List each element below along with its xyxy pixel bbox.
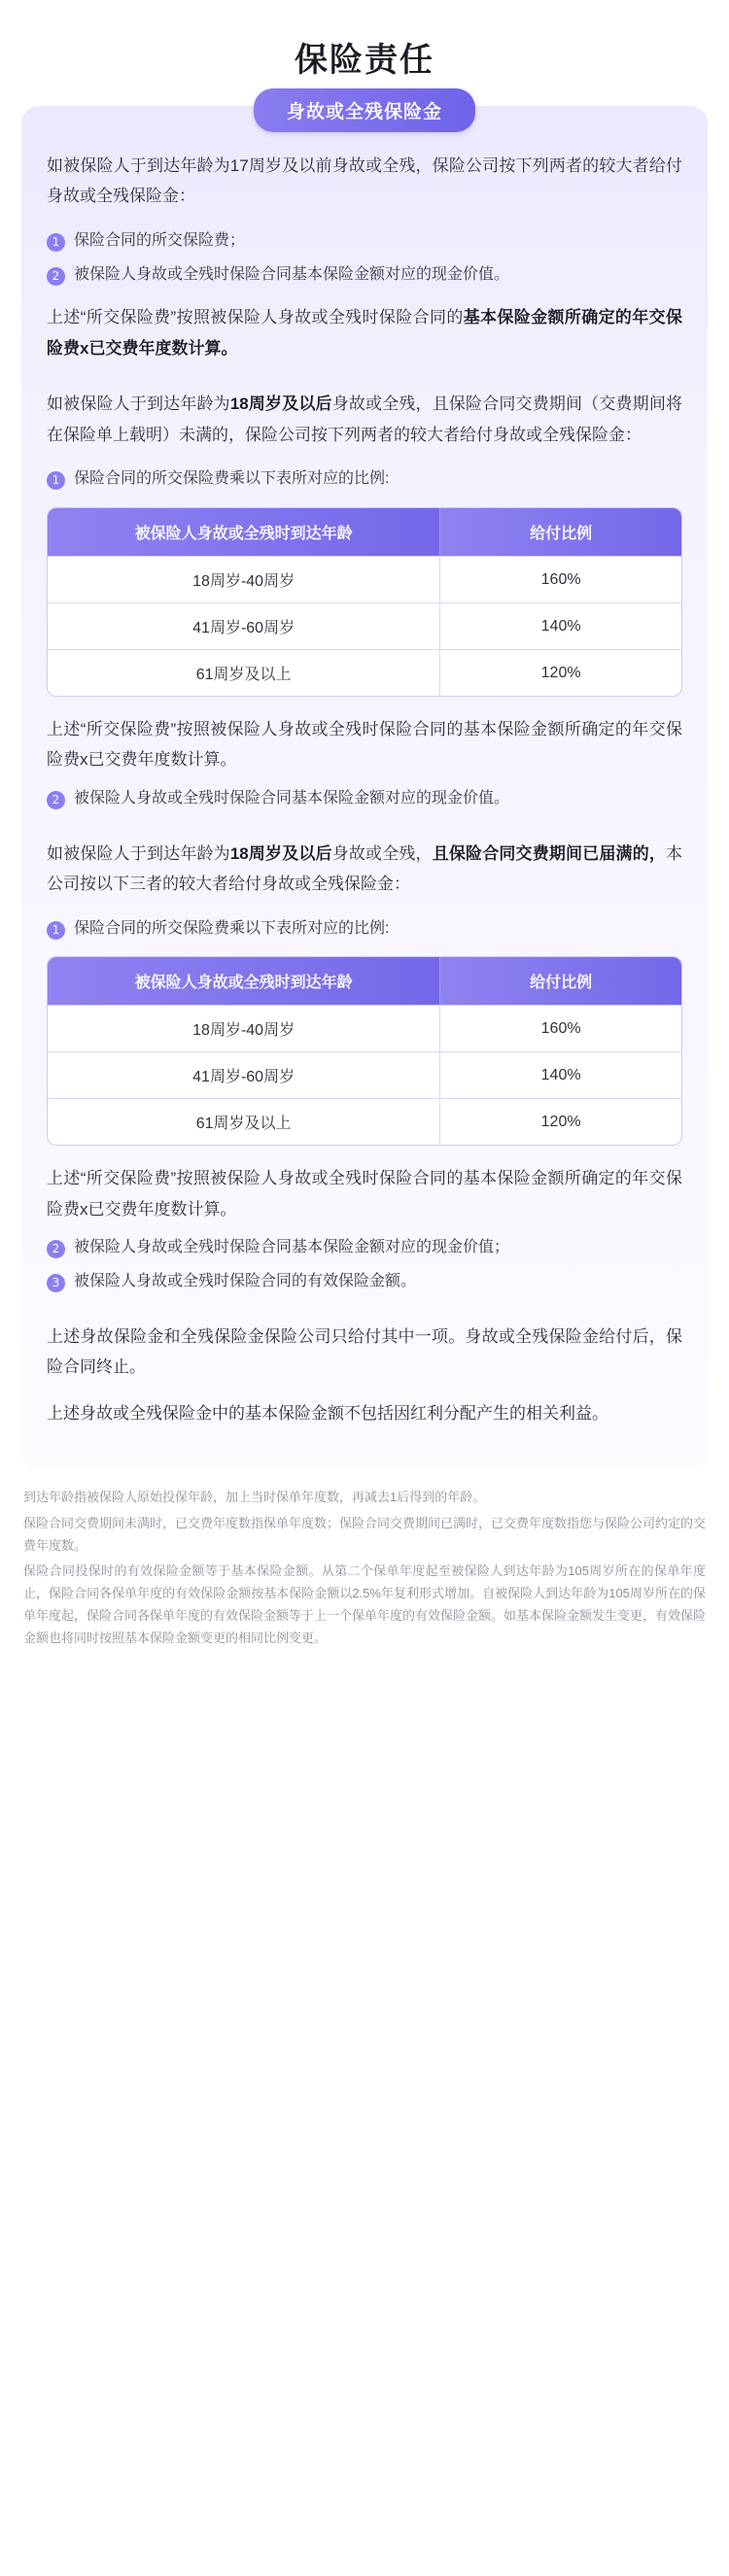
- paragraph-3-rest: 身故或全残，且保险合同交费期间（交费期间将在保险单上载明）未满的，保险公司按下列两者的较大者给付身故或全残保险金：: [47, 395, 683, 444]
- table-cell-age: 41周岁-60周岁: [48, 1051, 440, 1098]
- table-cell-ratio: 160%: [440, 556, 681, 602]
- paragraph-1: 如被保险人于到达年龄为17周岁及以前身故或全残，保险公司按下列两者的较大者给付身故或全残保险金：: [47, 156, 682, 206]
- table-header-age: 被保险人身故或全残时到达年龄: [48, 508, 440, 556]
- paragraph-5-emphasis-2: 且保险合同交费期间已届满的，: [432, 843, 667, 863]
- numbered-list-1: [47, 227, 682, 290]
- table-cell-age: 61周岁及以上: [48, 649, 440, 696]
- numbered-list-3: [47, 785, 682, 813]
- table-header-row: [48, 957, 681, 1005]
- footnote-1: 到达年龄指被保险人原始投保年龄，加上当时保单年度数，再减去1后得到的年龄。: [23, 1490, 486, 1505]
- table-row: [48, 649, 681, 696]
- list-item: [47, 227, 682, 256]
- list-item-label: 被保险人身故或全残时保险合同基本保险金额对应的现金价值。: [74, 265, 510, 283]
- table-cell-ratio: 120%: [440, 649, 681, 696]
- numbered-list-4: [47, 915, 682, 944]
- footnotes: [23, 1487, 706, 1682]
- table-cell-age: 18周岁-40周岁: [48, 1005, 440, 1051]
- table-header-ratio: 给付比例: [440, 508, 681, 556]
- table-cell-ratio: 140%: [440, 602, 681, 649]
- table-cell-age: 61周岁及以上: [48, 1098, 440, 1145]
- table-cell-age: 41周岁-60周岁: [48, 602, 440, 649]
- table-row: [48, 1051, 681, 1098]
- footnote-2: 保险合同交费期间未满时，已交费年度数指保单年度数；保险合同交费期间已满时，已交费年度数指您与保险公司约定的交费年度数。: [23, 1515, 707, 1553]
- number-badge-1-icon: 1: [47, 233, 65, 252]
- paragraph-5-lead: 如被保险人于到达年龄为: [47, 843, 230, 863]
- table-header-age: 被保险人身故或全残时到达年龄: [48, 957, 440, 1005]
- number-badge-1-icon: 1: [47, 921, 65, 940]
- paragraph-5: [47, 839, 682, 900]
- list-item-label: 保险合同的所交保险费；: [74, 231, 246, 249]
- table-cell-ratio: 160%: [440, 1005, 681, 1051]
- table-header: [48, 508, 681, 556]
- paragraph-5-mid: 身故或全残，: [331, 843, 433, 863]
- list-item: [47, 1268, 682, 1296]
- paragraph-7: 上述身故保险金和全残保险金保险公司只给付其中一项。身故或全残保险金给付后，保险合同终止。: [47, 1326, 682, 1377]
- section-badge: 身故或全残保险金: [254, 88, 475, 132]
- list-item: [47, 785, 682, 813]
- list-item-label: 保险合同的所交保险费乘以下表所对应的比例:: [74, 470, 390, 488]
- numbered-list-2: [47, 465, 682, 494]
- paragraph-2: [47, 302, 682, 363]
- list-item: [47, 465, 682, 494]
- numbered-list-5: [47, 1234, 682, 1296]
- paragraph-6: 上述“所交保险费”按照被保险人身故或全残时保险合同的基本保险金额所确定的年交保险费x已交费年度数计算。: [47, 1169, 682, 1219]
- liability-card: [21, 102, 708, 1469]
- number-badge-3-icon: 3: [47, 1274, 65, 1292]
- list-item: [47, 261, 682, 290]
- list-item-label: 被保险人身故或全残时保险合同的有效保险金额。: [74, 1273, 417, 1290]
- table-cell-ratio: 140%: [440, 1051, 681, 1098]
- table-row: [48, 602, 681, 649]
- number-badge-2-icon: 2: [47, 267, 65, 286]
- table-header: [48, 957, 681, 1005]
- paragraph-3-lead: 如被保险人于到达年龄为: [47, 395, 230, 414]
- paragraph-2-lead: 上述“所交保险费”按照被保险人身故或全残时保险合同的: [47, 308, 464, 327]
- table-cell-age: 18周岁-40周岁: [48, 556, 440, 602]
- paragraph-3-emphasis: 18周岁及以后: [229, 395, 332, 414]
- table-cell-ratio: 120%: [440, 1098, 681, 1145]
- table-body: [48, 1005, 681, 1145]
- payout-ratio-table-1: [47, 507, 682, 697]
- table-row: [48, 1098, 681, 1145]
- table-header-ratio: 给付比例: [440, 957, 681, 1005]
- table-body: [48, 556, 681, 696]
- paragraph-8: 上述身故或全残保险金中的基本保险金额不包括因红利分配产生的相关利益。: [47, 1403, 608, 1423]
- list-item-label: 保险合同的所交保险费乘以下表所对应的比例:: [74, 919, 390, 937]
- list-item-label: 被保险人身故或全残时保险合同基本保险金额对应的现金价值；: [74, 1239, 510, 1256]
- paragraph-2-emphasis: 基本保险金额所确定的年交保险费x已交费年度数计算。: [47, 308, 683, 358]
- footnote-3: 保险合同投保时的有效保险金额等于基本保险金额。从第二个保单年度起至被保险人到达年龄为105周岁所在的保单年度止，保险合同各保单年度的有效保险金额按基本保险金额以2.5%年复利形式增加。自被保险人到达年龄为105周岁所在的保单年度起，保险合同各保单年度的有效保险金额等于上一个保单年度的有效保险金额。如基本保险金额发生变更，有效保险金额也将同时按照基本保险金额变更的相同比例变更。: [23, 1563, 707, 1645]
- number-badge-2-icon: 2: [47, 791, 65, 809]
- list-item-label: 被保险人身故或全残时保险合同基本保险金额对应的现金价值。: [74, 789, 510, 807]
- paragraph-5-emphasis-1: 18周岁及以后: [229, 843, 332, 863]
- list-item: [47, 1234, 682, 1262]
- paragraph-5-end: 本公司按以下三者的较大者给付身故或全残保险金：: [47, 843, 683, 894]
- number-badge-2-icon: 2: [47, 1240, 65, 1258]
- table-row: [48, 1005, 681, 1051]
- number-badge-1-icon: 1: [47, 471, 65, 490]
- table-row: [48, 556, 681, 602]
- paragraph-4: 上述“所交保险费”按照被保险人身故或全残时保险合同的基本保险金额所确定的年交保险费x已交费年度数计算。: [47, 720, 682, 770]
- page-title: 保险责任: [295, 42, 434, 79]
- list-item: [47, 915, 682, 944]
- table-header-row: [48, 508, 681, 556]
- paragraph-3: [47, 389, 682, 450]
- payout-ratio-table-2: [47, 956, 682, 1146]
